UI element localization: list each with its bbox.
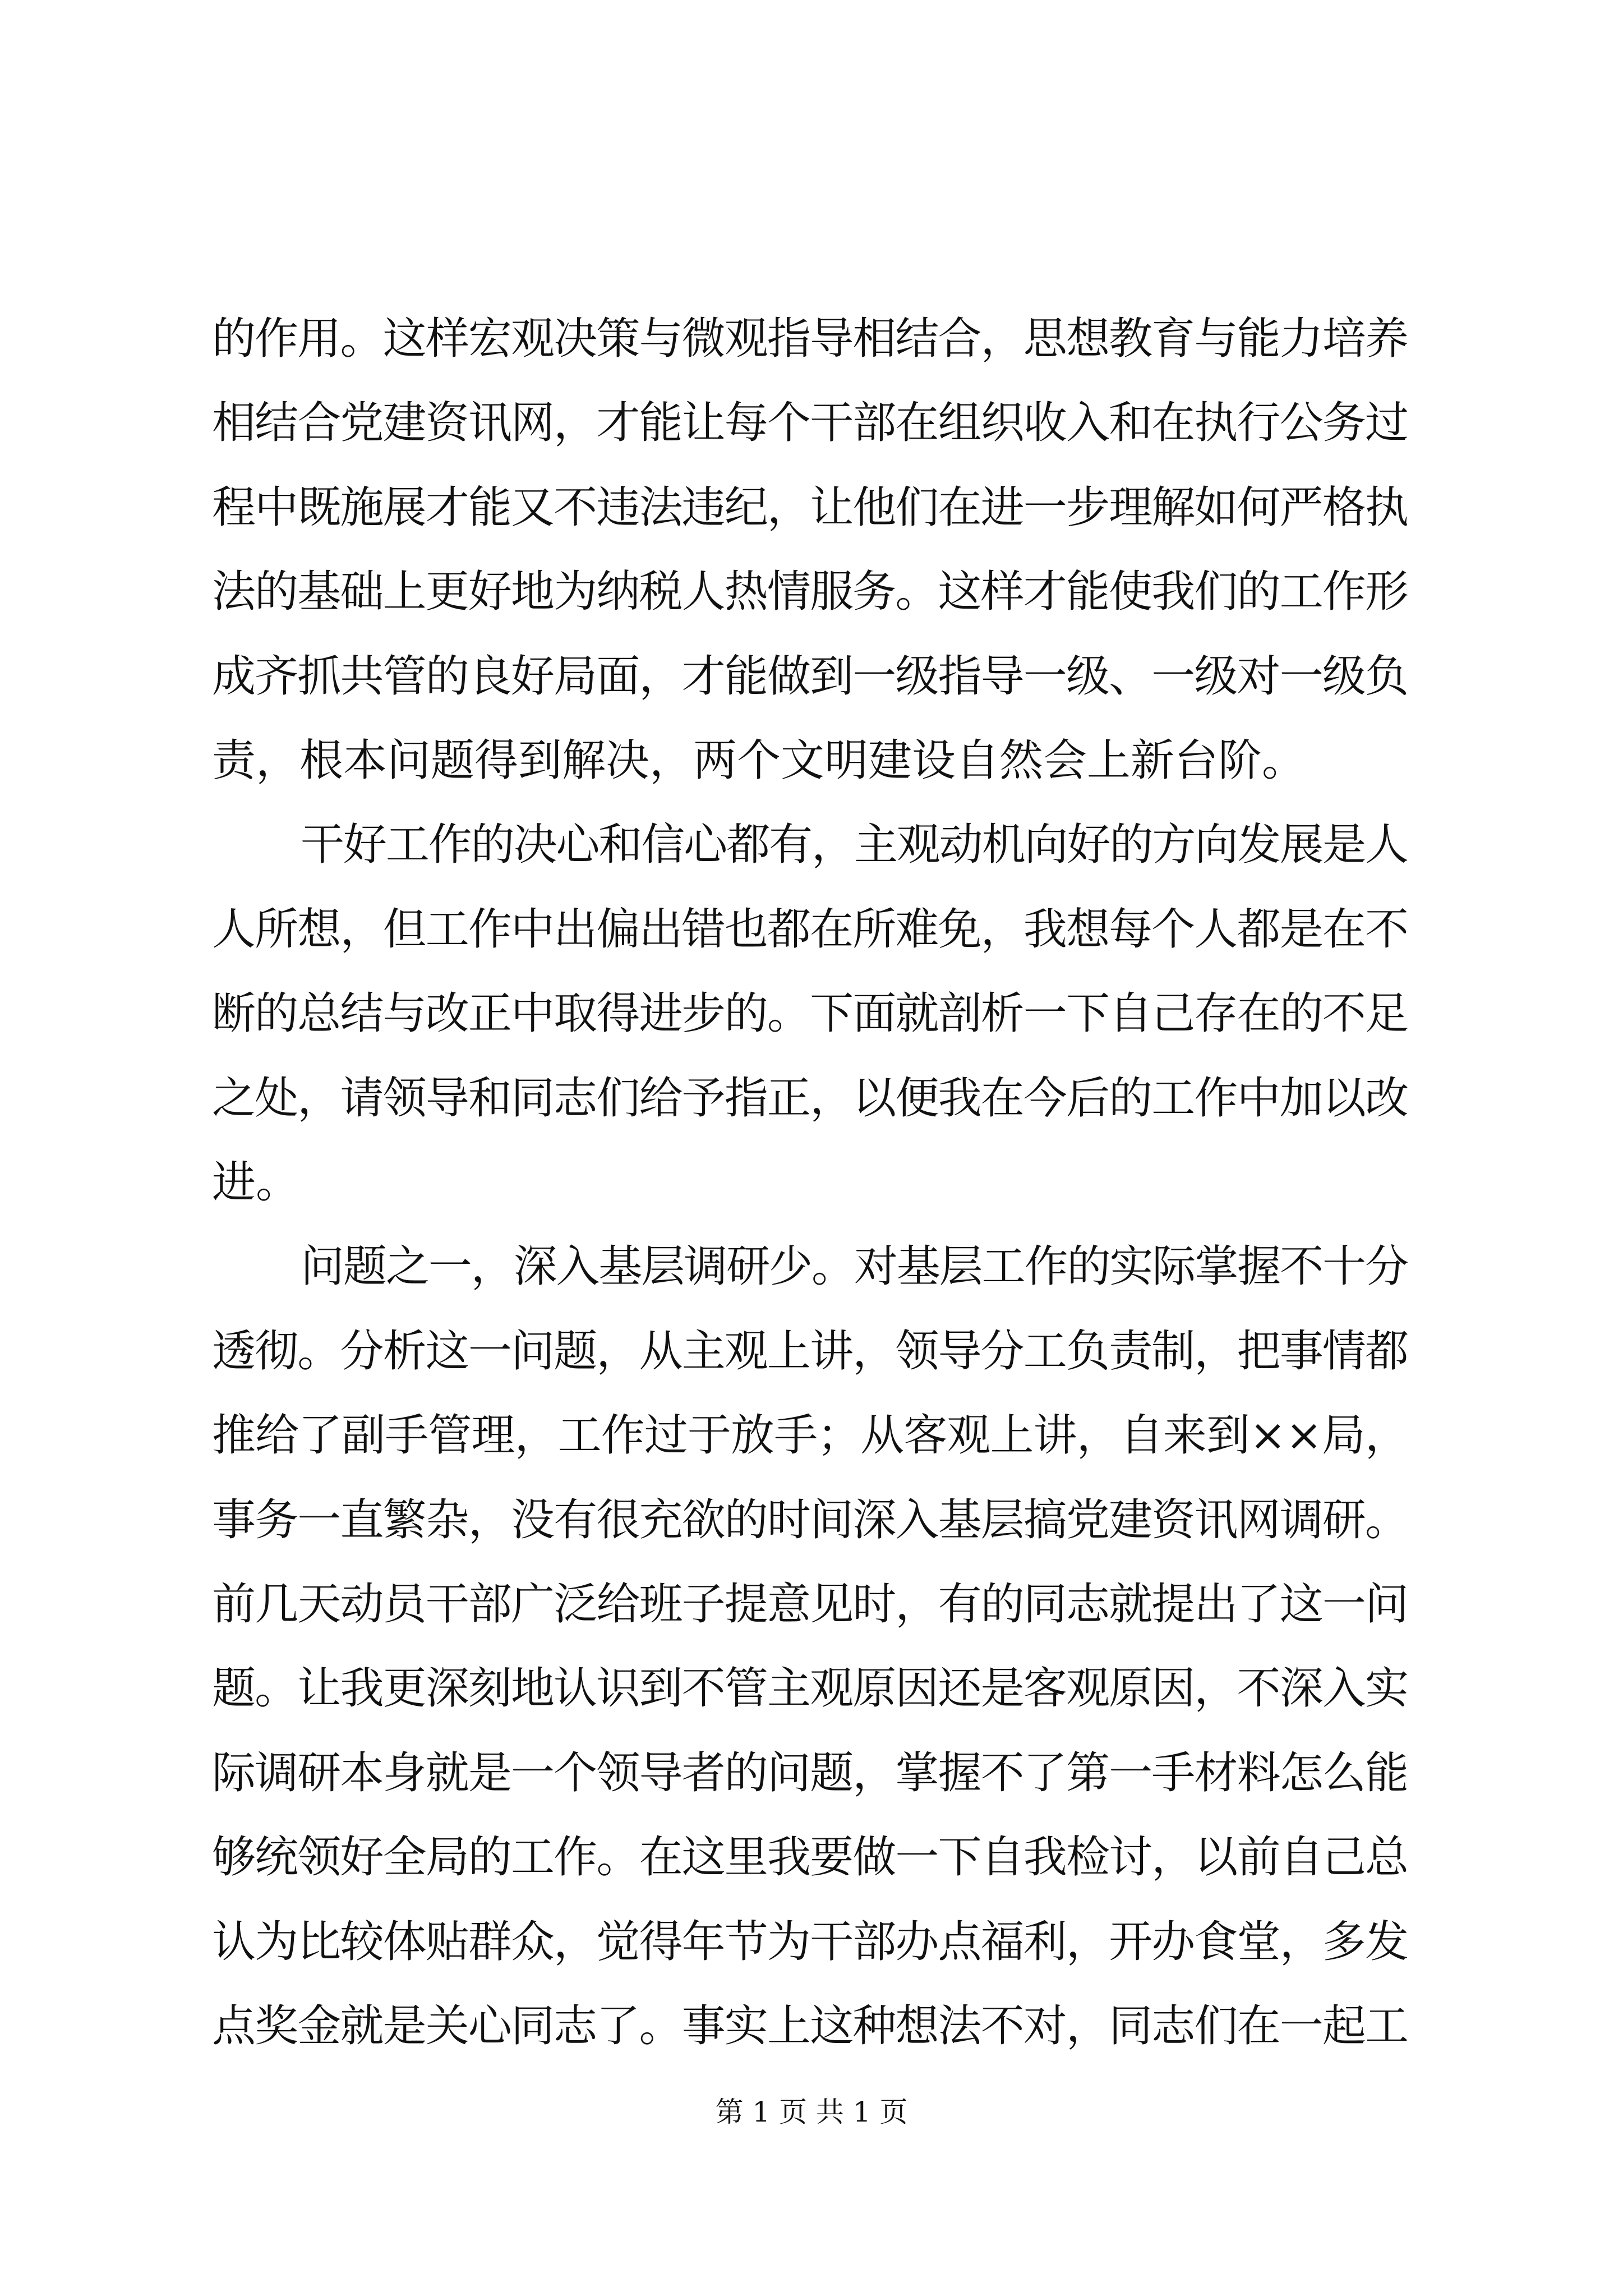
- text-line: [0, 559, 1623, 625]
- text-line: [0, 1909, 1623, 1975]
- text-line: [0, 1993, 1623, 2059]
- text-line: [0, 1571, 1623, 1637]
- text-line: [0, 390, 1623, 456]
- text-line: [0, 1740, 1623, 1806]
- text-line-content: 推给了副手管理，工作过于放手；从客观上讲，自来到××局，: [212, 1410, 1409, 1461]
- text-line-content: 的作用。这样宏观决策与微观指导相结合，思想教育与能力培养: [212, 314, 1408, 364]
- text-line-content: 点奖金就是关心同志了。事实上这种想法不对，同志们在一起工: [212, 2001, 1408, 2051]
- text-line: [0, 475, 1623, 541]
- text-line: [0, 1402, 1623, 1469]
- text-line-content: 前几天动员干部广泛给班子提意见时，有的同志就提出了这一问: [212, 1579, 1408, 1630]
- text-line: [0, 812, 1623, 878]
- text-line: [0, 728, 1623, 794]
- text-line: [0, 896, 1623, 963]
- text-line: [0, 1318, 1623, 1384]
- text-line-content: 够统领好全局的工作。在这里我要做一下自我检讨，以前自己总: [212, 1832, 1408, 1883]
- text-line: [0, 1065, 1623, 1131]
- text-line-content: 问题之一，深入基层调研少。对基层工作的实际掌握不十分: [301, 1241, 1408, 1292]
- text-line-content: 责，根本问题得到解决，两个文明建设自然会上新台阶。: [212, 735, 1306, 786]
- text-line-content: 际调研本身就是一个领导者的问题，掌握不了第一手材料怎么能: [212, 1747, 1408, 1798]
- text-line-content: 相结合党建资讯网，才能让每个干部在组织收入和在执行公务过: [212, 398, 1408, 449]
- text-line-content: 认为比较体贴群众，觉得年节为干部办点福利，开办食堂，多发: [212, 1916, 1408, 1967]
- text-line: [0, 1487, 1623, 1553]
- text-line-content: 干好工作的决心和信心都有，主观动机向好的方向发展是人: [301, 820, 1408, 871]
- text-line-content: 进。: [212, 1157, 300, 1208]
- text-line-content: 人所想，但工作中出偏出错也都在所难免，我想每个人都是在不: [212, 904, 1408, 955]
- text-line-content: 之处，请领导和同志们给予指正，以便我在今后的工作中加以改: [212, 1073, 1408, 1124]
- text-line-content: 透彻。分析这一问题，从主观上讲，领导分工负责制，把事情都: [212, 1326, 1408, 1377]
- text-line-content: 法的基础上更好地为纳税人热情服务。这样才能使我们的工作形: [212, 567, 1408, 618]
- text-line-content: 程中既施展才能又不违法违纪，让他们在进一步理解如何严格执: [212, 482, 1408, 533]
- text-line-content: 事务一直繁杂，没有很充欲的时间深入基层搞党建资讯网调研。: [212, 1494, 1408, 1545]
- text-line: [0, 981, 1623, 1047]
- text-line-content: 成齐抓共管的良好局面，才能做到一级指导一级、一级对一级负: [212, 651, 1408, 702]
- text-line: [0, 306, 1623, 372]
- text-line: [0, 643, 1623, 710]
- page-footer: 第 1 页 共 1 页: [715, 2096, 908, 2128]
- text-line-content: 题。让我更深刻地认识到不管主观原因还是客观原因，不深入实: [212, 1663, 1408, 1714]
- text-line: [0, 1655, 1623, 1722]
- text-line: [0, 1149, 1623, 1216]
- text-line: [0, 1824, 1623, 1890]
- text-line-content: 断的总结与改正中取得进步的。下面就剖析一下自己存在的不足: [212, 988, 1408, 1039]
- text-line: [0, 1234, 1623, 1300]
